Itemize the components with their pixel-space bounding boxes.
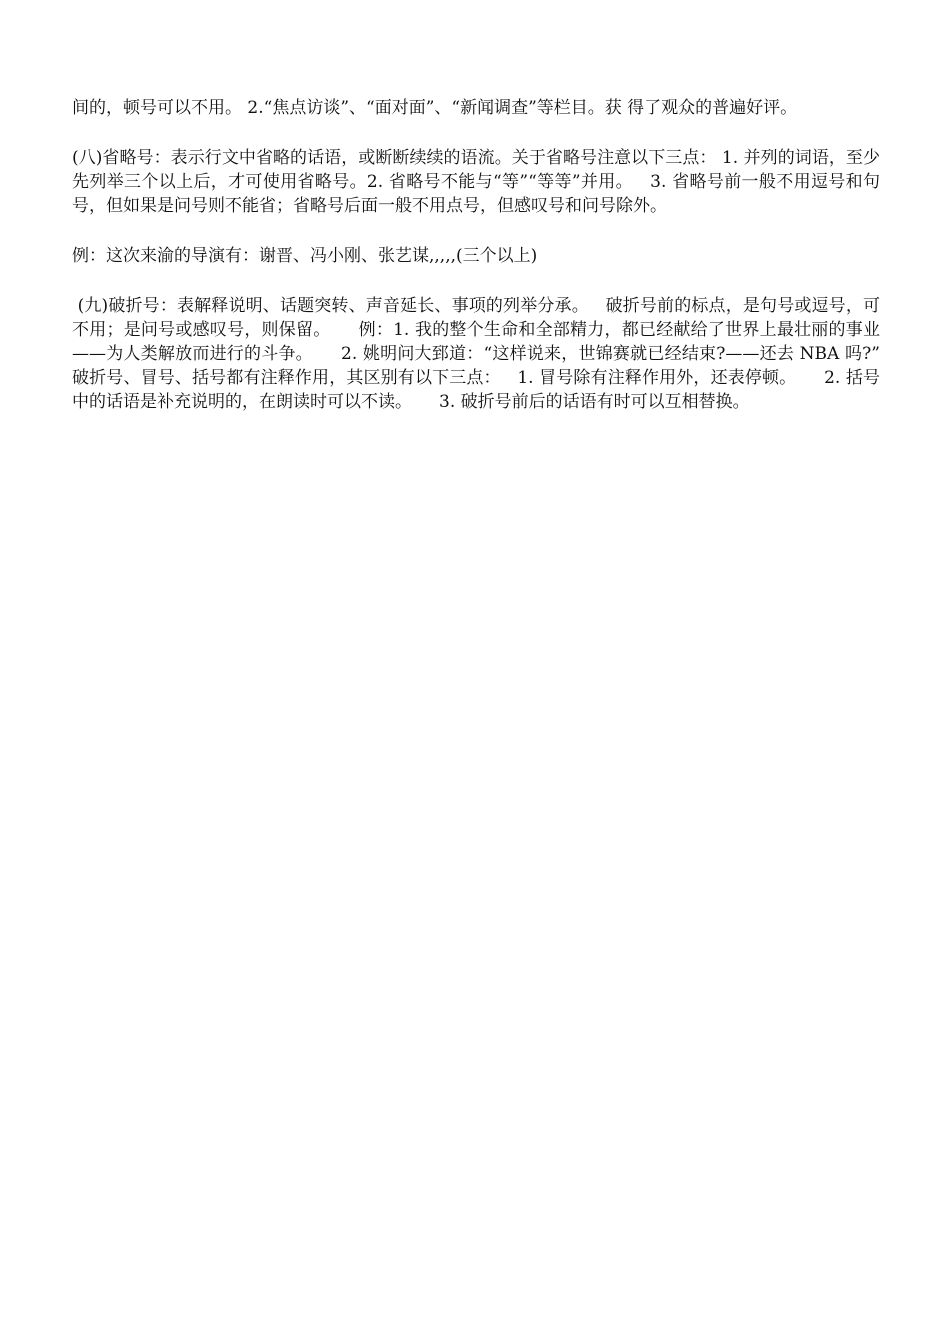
paragraph-ellipsis-example: 例：这次来渝的导演有：谢晋、冯小刚、张艺谋,,,,,(三个以上) xyxy=(72,246,538,266)
paragraph-enumeration-comma: 间的，顿号可以不用。 2.“焦点访谈”、“面对面”、“新闻调查”等栏目。获 得了观众的普遍好评。 xyxy=(72,98,798,118)
paragraph-dash: (九)破折号：表解释说明、话题突转、声音延长、事项的列举分承。 破折号前的标点，是句号或逗号，可不用；是问号或感叹号，则保留。 例：1. 我的整个生命和全部精力，都已经献给了世界上最壮丽的事业——为人类解放而进行的斗争。 2. 姚明问大郅道：“这样说来，世锦赛就已经结束?——还去 NBA 吗?” 破折号、冒号、括号都有注释作用，其区别有以下三点： 1. 冒号除有注释作用外，还表停顿。 2. 括号中的话语是补充说明的，在朗读时可以不读。 3. 破折号前后的话语有时可以互相替换。 xyxy=(72,296,924,412)
document-page xyxy=(72,96,924,440)
paragraph-ellipsis: (八)省略号：表示行文中省略的话语，或断断续续的语流。关于省略号注意以下三点： 1. 并列的词语，至少先列举三个以上后，才可使用省略号。2. 省略号不能与“等”“等等”并用。 3. 省略号前一般不用逗号和句号，但如果是问号则不能省；省略号后面一般不用点号，但感叹号和问号除外。 xyxy=(72,148,880,216)
